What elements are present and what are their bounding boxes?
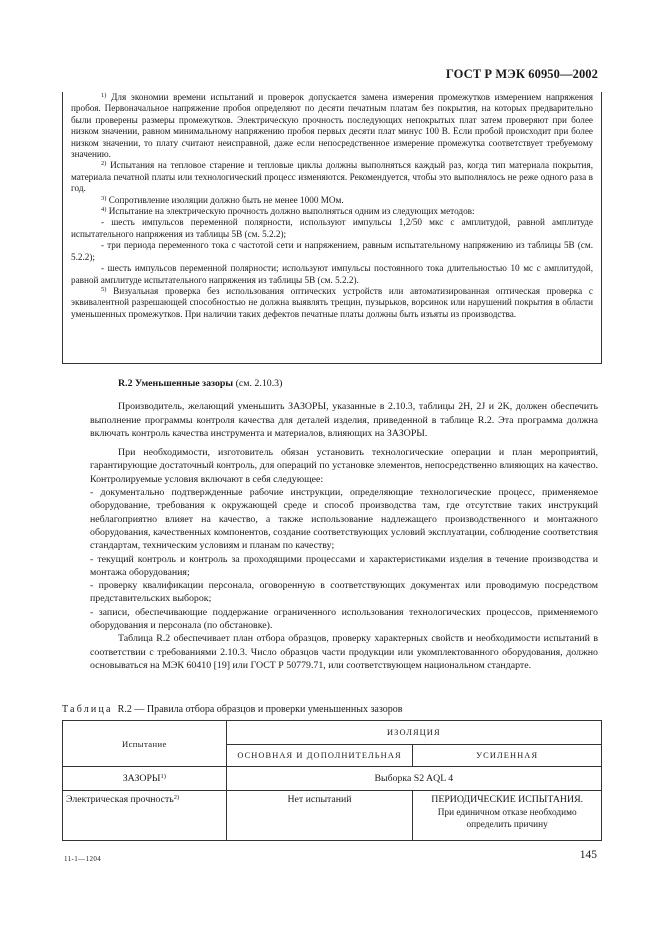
list-item: - проверку квалификации персонала, оговоренную в соответствующих документах или проводимую посредством представительских выборок; — [90, 580, 598, 605]
row-dielectric-basic: Нет испытаний — [226, 791, 413, 841]
standard-header: ГОСТ Р МЭК 60950—2002 — [445, 67, 598, 81]
note-4-method-b: - три периода переменного тока с частотой сети и напряжением, равным испытательному напряжению из таблицы 5В (см. 5.2.2); — [71, 240, 593, 262]
header-reinforced: УСИЛЕННАЯ — [413, 745, 602, 767]
note-3: $^{3)}$ Сопротивление изоляции должно быть не менее 1000 МОм. — [101, 194, 344, 205]
paragraph-3: Таблица R.2 обеспечивает план отбора образцов, проверку характерных свойств и необходимости испытаний в соответствии с требованиями 2.10.3. Число образцов части продукции или укомплектованного оборудования, должно основываться на МЭК 60410 [19] или ГОСТ Р 50779.71, или соответствующем национальном стандарте. — [90, 633, 598, 671]
sampling-table — [62, 720, 602, 841]
print-code: 11-1—1204 — [64, 855, 102, 863]
note-1: $^{1)}$ Для экономии времени испытаний и проверок допускается замена измерения промежутков измерением напряжения пробоя. Первоначальное напряжение пробоя определяют по десяти печатным платам без покрытия, на которых предварительно были проверены размеры промежутков. Электрическую прочность последующих непокрытых плат затем проверяют при более низком значении, равном минимальному напряжению пробоя первых десяти плат минус 100 В. Если пробой происходит при более низком значении, то плату считают неисправной, даже если непосредственное измерение промежутка соответствует требуемому значению. — [71, 92, 594, 160]
list-item: - документально подтвержденные рабочие инструкции, определяющие технологические процесс, применяемое оборудование, требования к окружающей среде и способ производства там, где отсутствие таких инструкций неблагоприятно влияет на качество, а также использование надлежащего производственного и монтажного оборудования, качественных компонентов, создание соответствующих условий эксплуатации, соблюдение соответствия стандартам, техническим условиям и планам по качеству; — [90, 487, 598, 552]
row-clearances-sample: Выборка S2 AQL 4 — [226, 767, 601, 791]
table-caption: Таблица R.2 — Правила отбора образцов и проверки уменьшенных зазоров — [62, 704, 403, 715]
list-item: - текущий контроль и контроль за проходящими процессами и характеристиками изделия в течение производства и монтажа оборудования; — [90, 553, 598, 578]
row-clearances-test: ЗАЗОРЫ$^{1)}$ — [63, 767, 227, 791]
paragraph-1: Производитель, желающий уменьшить ЗАЗОРЫ, указанные в 2.10.3, таблицы 2Н, 2J и 2K, должен обеспечить выполнение программы контроля качества для деталей изделия, приведенной в таблице R.2. Эта программа должна включать контроль качества инструмента и материалов, влияющих на ЗАЗОРЫ. — [90, 401, 598, 439]
section-title: R.2 Уменьшенные зазоры (см. 2.10.3) — [118, 378, 283, 389]
row-dielectric-reinforced: ПЕРИОДИЧЕСКИЕ ИСПЫТАНИЯ. При единичном отказе необходимо определить причину — [413, 791, 602, 841]
note-4-method-c: - шесть импульсов переменной полярности; используют импульсы постоянного тока длительностью 10 мс с амплитудой, равной амплитуде испытательного напряжения из таблицы 5В (см. 5.2.2). — [71, 263, 593, 285]
header-insulation: ИЗОЛЯЦИЯ — [226, 721, 601, 745]
page-number: 145 — [579, 849, 597, 861]
list-item: - записи, обеспечивающие поддержание ограниченного использования технологических процессов, применяемого оборудования и персонала (по обстановке). — [90, 606, 598, 632]
paragraph-2: При необходимости, изготовитель обязан установить технологические операции и план мероприятий, гарантирующие достаточный контроль, для операций по установке элементов, непосредственно влияющих на качество. Контролируемые условия включают в себя следующее: — [90, 447, 598, 485]
header-test: Испытание — [63, 721, 227, 767]
header-basic-supplementary: ОСНОВНАЯ И ДОПОЛНИТЕЛЬНАЯ — [226, 745, 413, 767]
note-5: $^{5)}$ Визуальная проверка без использования оптических устройств или автоматизированная оптическая проверка с эквивалентной разрешающей способностью не должна выявлять трещин, пузырьков, ворсинок или нарушений покрытия в области уменьшенных промежутков. При наличии таких дефектов печатные платы должны быть изъяты из производства. — [71, 285, 594, 319]
notes-box — [62, 92, 602, 364]
note-4-method-a: - шесть импульсов переменной полярности, используют импульсы 1,2/50 мкс с амплитудой, равной амплитуде испытательного напряжения из таблицы 5В (см. 5.2.2); — [71, 217, 593, 239]
note-4: $^{4)}$ Испытание на электрическую прочность должно выполняться одним из следующих методов: — [101, 206, 475, 217]
section-body — [90, 377, 598, 672]
note-2: $^{2)}$ Испытания на тепловое старение и тепловые циклы должны выполняться каждый раз, когда тип материала покрытия, материала печатной платы или технологический процесс изменяются. Рекомендуется, чтобы это выполнялось не реже одного раза в год. — [71, 160, 593, 194]
row-dielectric-test: Электрическая прочность$^{2)}$ — [63, 791, 227, 841]
